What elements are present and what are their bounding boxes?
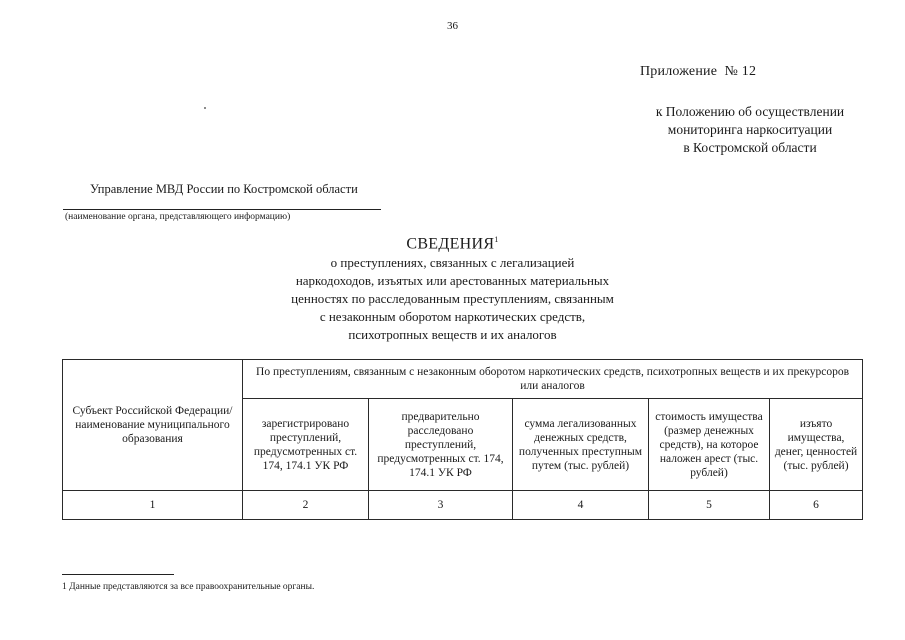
column-number: 2 (243, 491, 369, 520)
column-number: 6 (770, 491, 863, 520)
report-table (62, 359, 863, 520)
table-header-row (63, 360, 863, 399)
header-laundered-sum: сумма легализованных денежных средств, полученных преступным путем (тыс. рублей) (513, 399, 649, 491)
column-number: 4 (513, 491, 649, 520)
regulation-reference (600, 103, 900, 157)
column-number: 3 (369, 491, 513, 520)
organization-name: Управление МВД России по Костромской области (90, 182, 358, 196)
column-number: 1 (63, 491, 243, 520)
header-registered: зарегистрировано преступлений, предусмотренных ст. 174, 174.1 УК РФ (243, 399, 369, 491)
annex-number: № 12 (724, 64, 757, 79)
subtitle-line: с незаконным оборотом наркотических средств, (319, 309, 586, 324)
footnote: 1 Данные представляются за все правоохранительные органы. (62, 582, 315, 592)
header-group: По преступлениям, связанным с незаконным оборотом наркотических средств, психотропных веществ и их прекурсоров или аналогов (243, 360, 863, 399)
annex-label: Приложение (640, 64, 718, 79)
subtitle-line: психотропных веществ и их аналогов (348, 327, 557, 342)
subtitle-line: о преступлениях, связанных с легализацией (330, 255, 575, 270)
organization-caption: (наименование органа, представляющего информацию) (65, 212, 291, 222)
title-text: СВЕДЕНИЯ (406, 235, 495, 253)
annex-heading (640, 64, 756, 80)
footnote-separator (62, 574, 174, 575)
subtitle-line: наркодоходов, изъятых или арестованных материальных (295, 273, 610, 288)
table-row (63, 491, 863, 520)
header-arrested-property: стоимость имущества (размер денежных средств), на которое наложен арест (тыс. рублей) (649, 399, 770, 491)
header-seized-property: изъято имущества, денег, ценностей (тыс. рублей) (770, 399, 863, 491)
column-number: 5 (649, 491, 770, 520)
header-investigated: предварительно расследовано преступлений, предусмотренных ст. 174, 174.1 УК РФ (369, 399, 513, 491)
title-footnote-mark: 1 (494, 235, 499, 244)
header-subject: Субъект Российской Федерации/наименование муниципального образования (63, 360, 243, 491)
page-number: 36 (447, 20, 458, 32)
subtitle-line: ценностях по расследованным преступлениям, связанным (291, 291, 614, 306)
regulation-line: в Костромской области (683, 140, 817, 155)
document-subtitle (0, 254, 905, 344)
document-title (0, 235, 905, 253)
regulation-line: мониторинга наркоситуации (667, 122, 833, 137)
organization-underline (63, 209, 381, 210)
scan-speck (204, 107, 206, 109)
regulation-line: к Положению об осуществлении (655, 104, 845, 119)
